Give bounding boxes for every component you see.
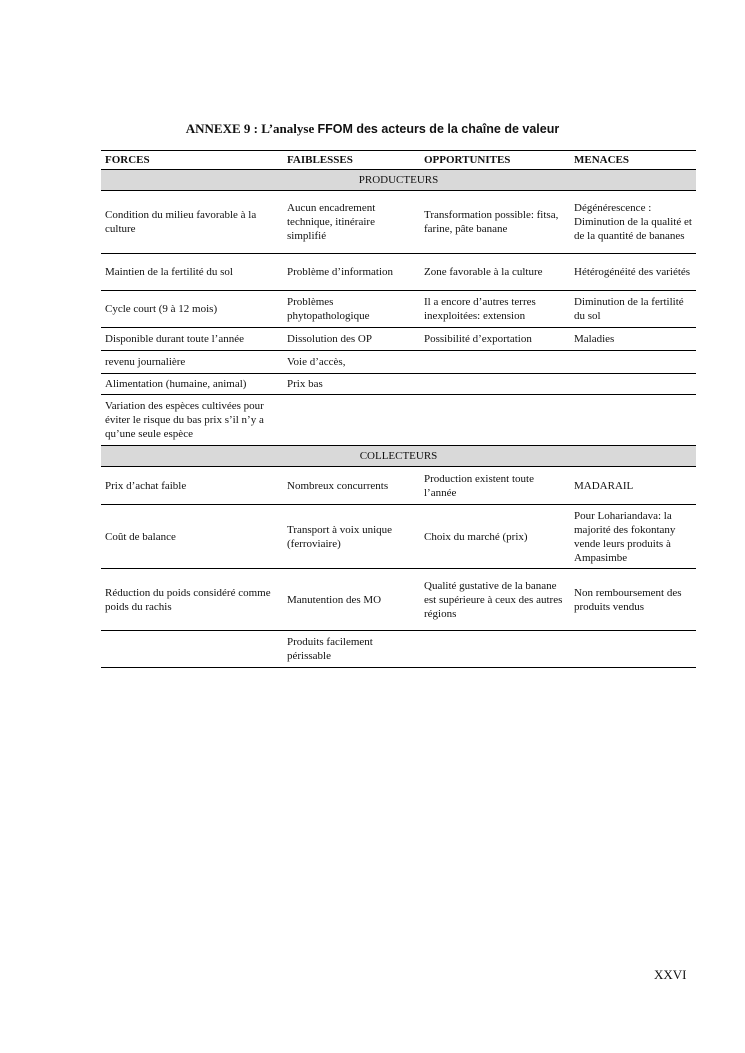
- table-row: [101, 505, 696, 569]
- cell-opportunites: Transformation possible: fitsa, farine, pâte banane: [420, 191, 570, 254]
- cell-opportunites: [420, 631, 570, 668]
- cell-opportunites: Production existent toute l’année: [420, 467, 570, 505]
- header-opportunites: OPPORTUNITES: [420, 151, 570, 170]
- cell-forces: Condition du milieu favorable à la culture: [101, 191, 283, 254]
- cell-faiblesses: [283, 395, 420, 446]
- cell-menaces: [570, 374, 696, 395]
- cell-forces: Prix d’achat faible: [101, 467, 283, 505]
- cell-faiblesses: Transport à voix unique (ferroviaire): [283, 505, 420, 569]
- cell-forces: Coût de balance: [101, 505, 283, 569]
- cell-opportunites: Zone favorable à la culture: [420, 254, 570, 291]
- cell-opportunites: Qualité gustative de la banane est supérieure à ceux des autres régions: [420, 569, 570, 631]
- cell-faiblesses: Problème d’information: [283, 254, 420, 291]
- section-producteurs: [101, 170, 696, 191]
- cell-forces: Alimentation (humaine, animal): [101, 374, 283, 395]
- section-title: PRODUCTEURS: [101, 170, 696, 191]
- cell-menaces: Pour Lohariandava: la majorité des fokontany vende leurs produits à Ampasimbe: [570, 505, 696, 569]
- annex-title: [0, 121, 745, 137]
- cell-forces: Maintien de la fertilité du sol: [101, 254, 283, 291]
- section-title: COLLECTEURS: [101, 446, 696, 467]
- cell-faiblesses: Nombreux concurrents: [283, 467, 420, 505]
- cell-opportunites: Il a encore d’autres terres inexploitées: extension: [420, 291, 570, 328]
- page-number: XXVI: [654, 967, 687, 982]
- cell-faiblesses: Prix bas: [283, 374, 420, 395]
- cell-menaces: [570, 631, 696, 668]
- cell-opportunites: [420, 351, 570, 374]
- cell-menaces: MADARAIL: [570, 467, 696, 505]
- cell-opportunites: [420, 395, 570, 446]
- table-row: [101, 467, 696, 505]
- header-row: [101, 151, 696, 170]
- header-forces: FORCES: [101, 151, 283, 170]
- cell-opportunites: Possibilité d’exportation: [420, 328, 570, 351]
- cell-opportunites: [420, 374, 570, 395]
- cell-menaces: Dégénérescence : Diminution de la qualité et de la quantité de bananes: [570, 191, 696, 254]
- cell-forces: Cycle court (9 à 12 mois): [101, 291, 283, 328]
- cell-forces: revenu journalière: [101, 351, 283, 374]
- cell-forces: [101, 631, 283, 668]
- table-row: [101, 395, 696, 446]
- cell-forces: Variation des espèces cultivées pour éviter le risque du bas prix s’il n’y a qu’une seule espèce: [101, 395, 283, 446]
- annex-title-part2: FFOM des acteurs de la chaîne de valeur: [317, 122, 560, 136]
- ffom-table: [101, 150, 696, 668]
- cell-faiblesses: Problèmes phytopathologique: [283, 291, 420, 328]
- cell-menaces: [570, 395, 696, 446]
- cell-faiblesses: Manutention des MO: [283, 569, 420, 631]
- cell-forces: Disponible durant toute l’année: [101, 328, 283, 351]
- table-row: [101, 631, 696, 668]
- annex-title-part1: ANNEXE 9 : L’analyse: [185, 121, 315, 136]
- table-row: [101, 328, 696, 351]
- cell-opportunites: Choix du marché (prix): [420, 505, 570, 569]
- cell-menaces: Hétérogénéité des variétés: [570, 254, 696, 291]
- table-row: [101, 191, 696, 254]
- cell-menaces: Non remboursement des produits vendus: [570, 569, 696, 631]
- cell-faiblesses: Aucun encadrement technique, itinéraire simplifié: [283, 191, 420, 254]
- cell-faiblesses: Dissolution des OP: [283, 328, 420, 351]
- cell-menaces: [570, 351, 696, 374]
- section-collecteurs: [101, 446, 696, 467]
- cell-faiblesses: Produits facilement périssable: [283, 631, 420, 668]
- table-row: [101, 351, 696, 374]
- table-row: [101, 569, 696, 631]
- table-row: [101, 374, 696, 395]
- header-menaces: MENACES: [570, 151, 696, 170]
- cell-forces: Réduction du poids considéré comme poids du rachis: [101, 569, 283, 631]
- table-row: [101, 291, 696, 328]
- cell-menaces: Maladies: [570, 328, 696, 351]
- header-faiblesses: FAIBLESSES: [283, 151, 420, 170]
- cell-menaces: Diminution de la fertilité du sol: [570, 291, 696, 328]
- cell-faiblesses: Voie d’accès,: [283, 351, 420, 374]
- table-row: [101, 254, 696, 291]
